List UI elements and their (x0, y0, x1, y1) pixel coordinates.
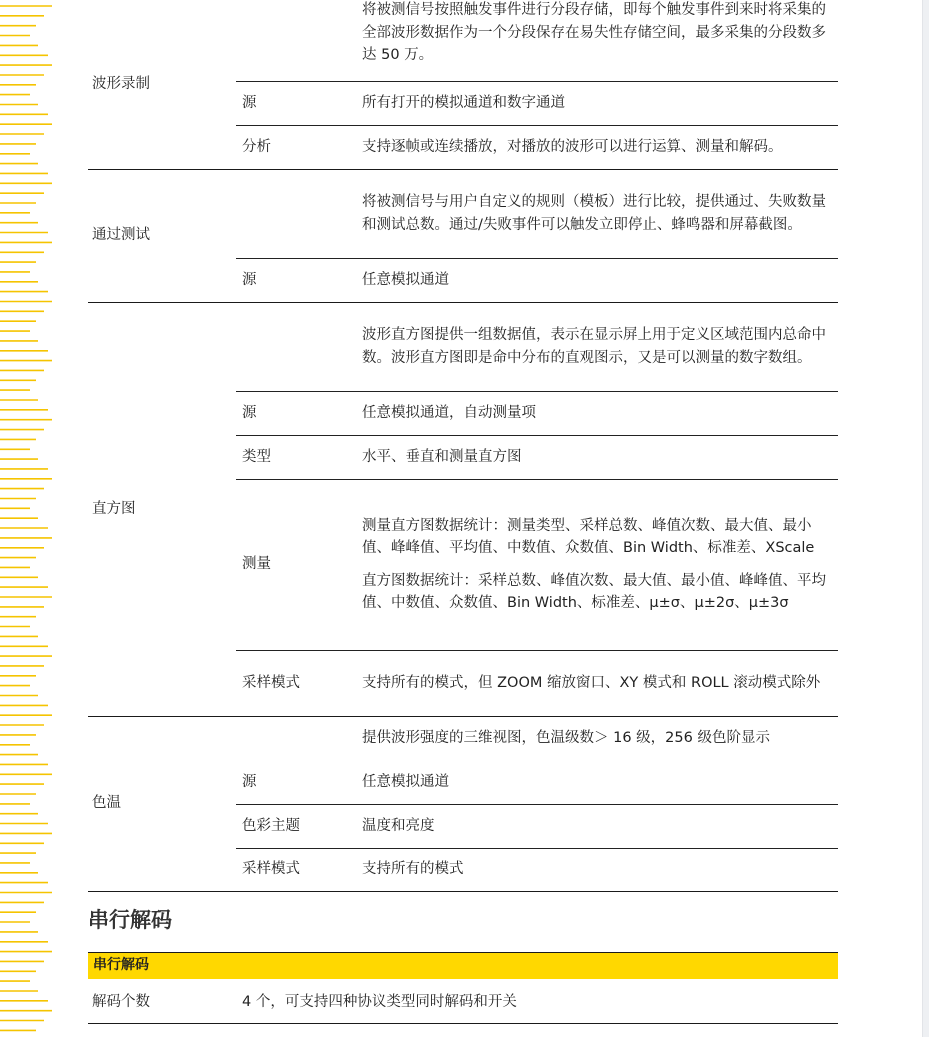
subitem-cell: 采样模式 (236, 848, 356, 891)
category-cell: 色温 (88, 716, 236, 891)
table-header: 串行解码 (88, 952, 838, 979)
subitem-cell: 色彩主题 (236, 804, 356, 848)
subitem-cell: 源 (236, 258, 356, 302)
description-text: 水平、垂直和测量直方图 (362, 448, 522, 465)
description-text: 支持逐帧或连续播放，对播放的波形可以进行运算、测量和解码。 (362, 138, 783, 155)
subitem-cell: 源 (236, 760, 356, 804)
category-cell: 通过测试 (88, 169, 236, 302)
description-text: 测量直方图数据统计：测量类型、采样总数、峰值次数、最大值、最小值、峰峰值、平均值、中数值、众数值、Bin Width、标准差、XScale (362, 517, 815, 556)
subitem-cell: 测量 (236, 479, 356, 650)
table-row (88, 169, 838, 258)
description-cell (356, 650, 838, 716)
table-row (88, 0, 838, 81)
description-cell (356, 391, 838, 435)
description-cell (356, 848, 838, 891)
row-value: 4 个，可支持四种协议类型同时解码和开关 (242, 994, 517, 1010)
table-row (88, 979, 838, 1024)
table-row (88, 716, 838, 760)
description-text: 所有打开的模拟通道和数字通道 (362, 94, 565, 111)
description-text: 任意模拟通道 (362, 773, 449, 790)
subitem-cell: 分析 (236, 125, 356, 169)
description-cell (356, 125, 838, 169)
description-cell (356, 169, 838, 258)
description-text: 波形直方图提供一组数据值，表示在显示屏上用于定义区域范围内总命中数。波形直方图即是命中分布的直观图示，又是可以测量的数字数组。 (362, 327, 826, 366)
table-row (88, 302, 838, 391)
description-cell (356, 435, 838, 479)
subitem-cell: 类型 (236, 435, 356, 479)
description-text: 任意模拟通道 (362, 271, 449, 288)
description-text: 提供波形强度的三维视图，色温级数＞ 16 级，256 级色阶显示 (362, 730, 770, 746)
description-cell (356, 302, 838, 391)
subitem-cell: 源 (236, 81, 356, 125)
subitem-cell (236, 716, 356, 760)
subitem-cell: 采样模式 (236, 650, 356, 716)
description-cell (356, 81, 838, 125)
description-cell (356, 0, 838, 81)
description-text: 温度和亮度 (362, 817, 435, 834)
description-cell (356, 716, 838, 760)
decorative-stripes (0, 0, 60, 1037)
section-title: 串行解码 (88, 908, 172, 932)
row-label: 解码个数 (92, 994, 150, 1010)
subitem-cell: 源 (236, 391, 356, 435)
description-text: 任意模拟通道，自动测量项 (362, 404, 536, 421)
description-text: 将被测信号按照触发事件进行分段存储，即每个触发事件到来时将采集的全部波形数据作为一个分段保存在易失性存储空间，最多采集的分段数多达 50 万。 (362, 2, 826, 63)
description-cell (356, 258, 838, 302)
description-text: 支持所有的模式，但 ZOOM 缩放窗口、XY 模式和 ROLL 滚动模式除外 (362, 674, 821, 691)
spec-table (88, 0, 838, 892)
category-cell: 直方图 (88, 302, 236, 716)
description-cell (356, 479, 838, 650)
subitem-cell (236, 302, 356, 391)
description-text: 将被测信号与用户自定义的规则（模板）进行比较，提供通过、失败数量和测试总数。通过/失败事件可以触发立即停止、蜂鸣器和屏幕截图。 (362, 194, 826, 233)
category-cell: 波形录制 (88, 0, 236, 169)
description-text: 直方图数据统计：采样总数、峰值次数、最大值、最小值、峰峰值、平均值、中数值、众数值、Bin Width、标准差、μ±σ、μ±2σ、μ±3σ (362, 572, 826, 611)
subitem-cell (236, 0, 356, 81)
description-cell (356, 760, 838, 804)
description-text: 支持所有的模式 (362, 861, 464, 878)
subitem-cell (236, 169, 356, 258)
scrollbar-track[interactable] (922, 0, 929, 1037)
description-cell (356, 804, 838, 848)
